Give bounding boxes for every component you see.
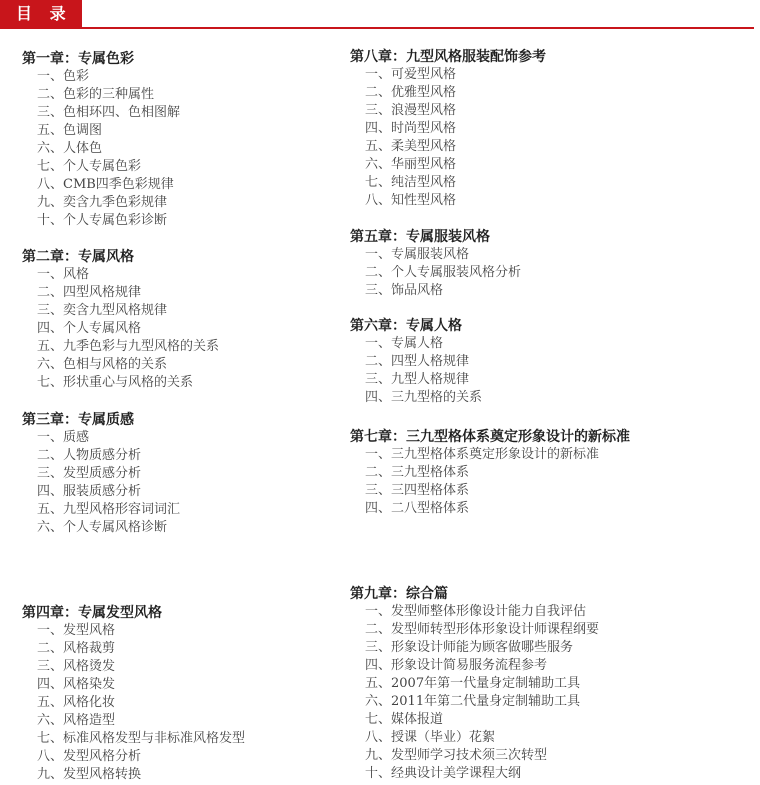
chapter-item[interactable]: 一、可爱型风格	[365, 67, 457, 82]
chapter-item[interactable]: 二、人物质感分析	[37, 448, 142, 463]
chapter-item[interactable]: 二、四型人格规律	[365, 354, 470, 369]
chapter-item[interactable]: 三、风格烫发	[37, 659, 116, 674]
chapter-item[interactable]: 四、时尚型风格	[365, 121, 457, 136]
chapter-item[interactable]: 六、2011年第二代量身定制辅助工具	[365, 694, 581, 709]
chapter-item[interactable]: 八、CMB四季色彩规律	[37, 177, 174, 192]
chapter-item[interactable]: 二、优雅型风格	[365, 85, 457, 100]
chapter-item[interactable]: 三、饰品风格	[365, 283, 444, 298]
chapter-item[interactable]: 四、风格染发	[37, 677, 116, 692]
chapter-item[interactable]: 三、发型质感分析	[37, 466, 142, 481]
chapter-item[interactable]: 六、风格造型	[37, 713, 116, 728]
chapter-item[interactable]: 二、个人专属服装风格分析	[365, 265, 522, 280]
chapter-item[interactable]: 一、色彩	[37, 69, 90, 84]
chapter-title[interactable]: 第一章：专属色彩	[22, 51, 134, 67]
chapter-item[interactable]: 一、发型风格	[37, 623, 116, 638]
chapter-3	[22, 411, 180, 537]
chapter-title[interactable]: 第二章：专属风格	[22, 249, 134, 265]
chapter-item[interactable]: 十、个人专属色彩诊断	[37, 213, 168, 228]
chapter-item[interactable]: 三、色相环四、色相图解	[37, 105, 181, 120]
chapter-item[interactable]: 三、形象设计师能为顾客做哪些服务	[365, 640, 574, 655]
chapter-6	[350, 317, 482, 407]
chapter-item[interactable]: 五、色调图	[37, 123, 103, 138]
chapter-item[interactable]: 九、奕含九季色彩规律	[37, 195, 168, 210]
header-divider	[0, 27, 754, 29]
chapter-item[interactable]: 四、形象设计简易服务流程参考	[365, 658, 548, 673]
chapter-9	[350, 585, 599, 783]
chapter-item[interactable]: 五、九型风格形容词词汇	[37, 502, 181, 517]
chapter-item[interactable]: 一、三九型格体系奠定形象设计的新标准	[365, 447, 600, 462]
chapter-5	[350, 228, 521, 300]
chapter-item[interactable]: 八、发型风格分析	[37, 749, 142, 764]
chapter-item[interactable]: 五、风格化妆	[37, 695, 116, 710]
chapter-item[interactable]: 七、个人专属色彩	[37, 159, 142, 174]
chapter-title[interactable]: 第六章：专属人格	[350, 318, 462, 334]
chapter-item[interactable]: 七、标准风格发型与非标准风格发型	[37, 731, 246, 746]
chapter-item[interactable]: 九、发型风格转换	[37, 767, 142, 782]
chapter-title[interactable]: 第三章：专属质感	[22, 412, 134, 428]
chapter-item[interactable]: 三、浪漫型风格	[365, 103, 457, 118]
chapter-item[interactable]: 五、九季色彩与九型风格的关系	[37, 339, 220, 354]
chapter-item[interactable]: 三、九型人格规律	[365, 372, 470, 387]
chapter-item[interactable]: 四、三九型格的关系	[365, 390, 483, 405]
toc-title: 目 录	[16, 4, 72, 23]
chapter-item[interactable]: 三、三四型格体系	[365, 483, 470, 498]
chapter-item[interactable]: 四、个人专属风格	[37, 321, 142, 336]
chapter-item[interactable]: 四、二八型格体系	[365, 501, 470, 516]
chapter-item[interactable]: 二、风格裁剪	[37, 641, 116, 656]
chapter-1	[22, 50, 180, 230]
chapter-item[interactable]: 七、纯洁型风格	[365, 175, 457, 190]
chapter-8	[350, 48, 546, 210]
chapter-item[interactable]: 一、专属服装风格	[365, 247, 470, 262]
chapter-item[interactable]: 六、个人专属风格诊断	[37, 520, 168, 535]
chapter-item[interactable]: 七、形状重心与风格的关系	[37, 375, 194, 390]
chapter-item[interactable]: 二、发型师转型形体形象设计师课程纲要	[365, 622, 600, 637]
chapter-item[interactable]: 一、质感	[37, 430, 90, 445]
toc-header-tab	[0, 0, 82, 28]
chapter-item[interactable]: 五、2007年第一代量身定制辅助工具	[365, 676, 581, 691]
chapter-item[interactable]: 七、媒体报道	[365, 712, 444, 727]
chapter-title[interactable]: 第五章：专属服装风格	[350, 229, 490, 245]
chapter-item[interactable]: 六、华丽型风格	[365, 157, 457, 172]
chapter-item[interactable]: 八、授课（毕业）花絮	[365, 730, 496, 745]
chapter-4	[22, 604, 245, 784]
chapter-item[interactable]: 九、发型师学习技术须三次转型	[365, 748, 548, 763]
chapter-item[interactable]: 六、人体色	[37, 141, 103, 156]
chapter-item[interactable]: 一、专属人格	[365, 336, 444, 351]
chapter-7	[350, 428, 630, 518]
chapter-title[interactable]: 第八章：九型风格服装配饰参考	[350, 49, 546, 65]
chapter-title[interactable]: 第九章：综合篇	[350, 586, 448, 602]
chapter-item[interactable]: 一、发型师整体形像设计能力自我评估	[365, 604, 587, 619]
chapter-item[interactable]: 二、色彩的三种属性	[37, 87, 155, 102]
chapter-title[interactable]: 第四章：专属发型风格	[22, 605, 162, 621]
chapter-item[interactable]: 二、四型风格规律	[37, 285, 142, 300]
chapter-item[interactable]: 四、服装质感分析	[37, 484, 142, 499]
chapter-item[interactable]: 八、知性型风格	[365, 193, 457, 208]
chapter-item[interactable]: 五、柔美型风格	[365, 139, 457, 154]
chapter-item[interactable]: 一、风格	[37, 267, 90, 282]
chapter-item[interactable]: 二、三九型格体系	[365, 465, 470, 480]
chapter-2	[22, 248, 219, 392]
chapter-item[interactable]: 六、色相与风格的关系	[37, 357, 168, 372]
chapter-item[interactable]: 十、经典设计美学课程大纲	[365, 766, 522, 781]
chapter-title[interactable]: 第七章：三九型格体系奠定形象设计的新标准	[350, 429, 630, 445]
chapter-item[interactable]: 三、奕含九型风格规律	[37, 303, 168, 318]
